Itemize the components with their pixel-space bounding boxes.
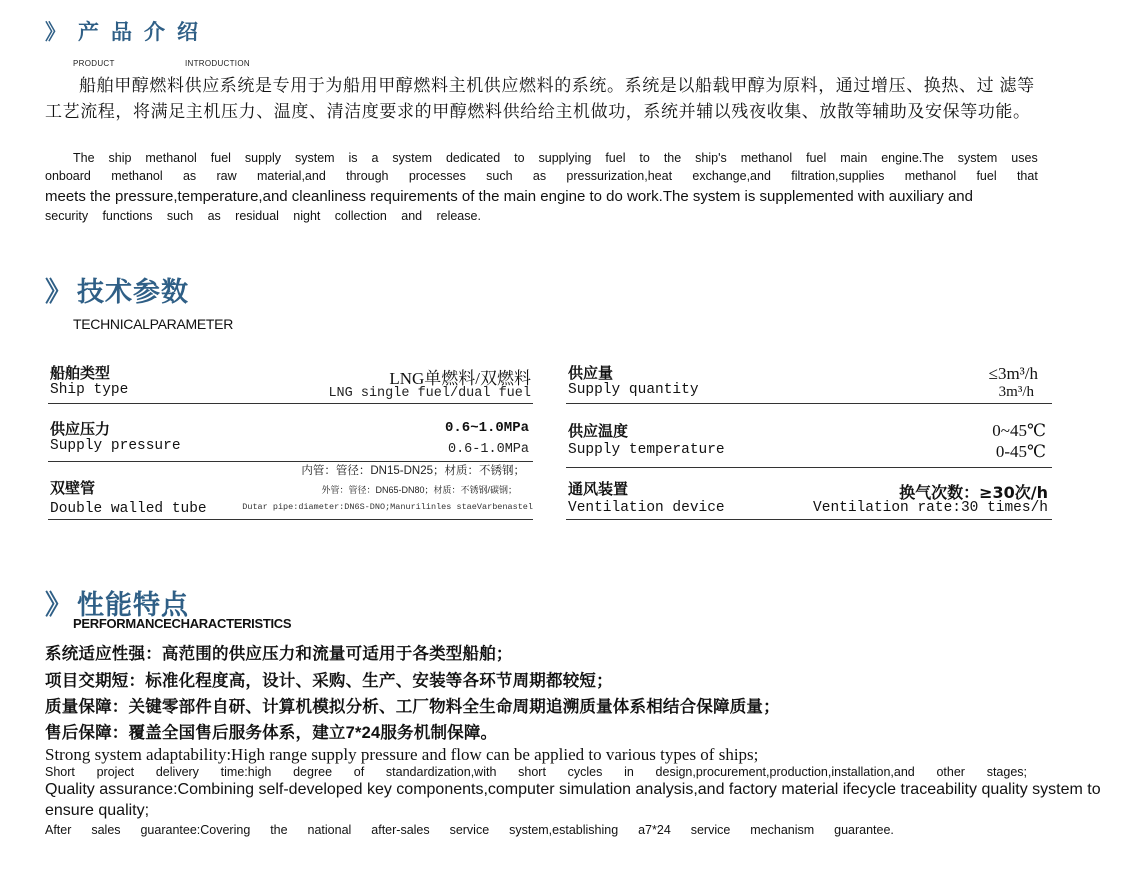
param-label-en: Supply pressure [50,438,181,454]
param-value-en: Dutar pipe:diameter:DN6S-DNO;Manurilinles staeVarbenastel [242,502,533,512]
param-supply-temperature [566,418,1052,468]
word: project [96,765,135,779]
word: filtration,supplies [791,169,885,183]
chevron-icon: 》 [45,590,73,620]
word: system [957,151,998,165]
param-label-cn: 供应温度 [568,422,629,440]
word: the [663,151,682,165]
tech-heading [45,270,189,309]
word: engine.The [881,151,944,165]
word: methanol [740,151,793,165]
word: ship's [695,151,727,165]
word: ship [108,151,132,165]
param-label-en: Ventilation device [568,500,725,516]
word: the [270,823,288,837]
word: such [166,209,194,223]
word: methanol [904,169,957,183]
word: security [45,209,89,223]
word: as [207,209,221,223]
intro-en-line2 [45,169,1038,183]
word: through [346,169,389,183]
word: as [182,169,197,183]
word: fuel [210,151,231,165]
word: system,establishing [509,823,619,837]
word: design,procurement,production,installation,and [655,765,915,779]
word: service [449,823,490,837]
param-value-cn: ≤3m³/h [988,364,1038,383]
param-label-cn: 供应量 [568,364,614,382]
param-value-en: 3m³/h [998,384,1034,400]
word: fuel [976,169,997,183]
perf-cn-item: 系统适应性强：高范围的供应压力和流量可适用于各类型船舶； [45,645,513,663]
word: methanol [111,169,163,183]
word: of [353,765,365,779]
param-value-en: 0.6-1.0MPa [447,442,529,457]
word: material,and [256,169,326,183]
perf-en-line1: Strong system adaptability:High range supply pressure and flow can be applied to various types of ships; [45,745,759,764]
word: Short [45,765,75,779]
word: sales [91,823,121,837]
perf-cn-item: 售后保障：覆盖全国售后服务体系，建立7*24服务机制保障。 [45,724,498,742]
param-value-en: 0-45℃ [995,442,1046,461]
param-value-cn: LNG单燃料/双燃料 [389,369,531,388]
word: functions [102,209,153,223]
intro-title: 产品介绍 [78,21,210,44]
word: methanol [145,151,197,165]
param-ship-type [48,360,533,404]
intro-label-left: PRODUCT [73,59,115,68]
perf-title: 性能特点 [77,590,189,620]
intro-cn-paragraph [45,73,1045,125]
word: a7*24 [638,823,671,837]
word: mechanism [750,823,815,837]
param-value-cn: 0~45℃ [992,421,1046,440]
word: and [401,209,423,223]
word: night [293,209,321,223]
param-label-en: Double walled tube [50,501,207,517]
param-value-cn: 换气次数：≥30次/h [899,483,1048,502]
word: guarantee. [834,823,894,837]
word: system [294,151,335,165]
word: fuel [605,151,626,165]
word: delivery [155,765,199,779]
intro-label-right: INTRODUCTION [185,59,250,68]
param-supply-quantity [566,360,1052,404]
word: dedicated [445,151,501,165]
word: that [1016,169,1038,183]
intro-en-line4 [45,209,481,223]
param-value-mid: 外管：管径：DN65-DN80；材质：不锈钢/碳钢； [321,485,517,495]
word: after-sales [371,823,430,837]
word: degree [293,765,333,779]
word: stages; [986,765,1027,779]
word: guarantee:Covering [140,823,251,837]
tech-title: 技术参数 [77,277,189,307]
intro-en-line1 [45,151,1038,165]
param-supply-pressure [48,416,533,462]
param-label-en: Ship type [50,382,129,398]
perf-en-line4 [45,823,894,837]
param-ventilation [566,476,1052,520]
param-value-cn: 内管：管径：DN15-DN25；材质：不锈钢； [301,465,525,477]
word: release. [436,209,481,223]
word: is [348,151,358,165]
word: time:high [220,765,272,779]
word: uses [1011,151,1038,165]
word: collection [334,209,387,223]
word: processes [408,169,466,183]
chevron-icon: 》 [45,277,73,307]
param-label-cn: 通风装置 [568,480,629,498]
param-label-en: Supply quantity [568,382,699,398]
word: national [307,823,352,837]
word: raw [216,169,237,183]
param-label-en: Supply temperature [568,442,725,458]
word: cycles [567,765,603,779]
word: other [936,765,965,779]
intro-cn-text: 船舶甲醇燃料供应系统是专用于为船用甲醇燃料主机供应燃料的系统。系统是以船载甲醇为原料，通过增压、换热、过 滤等工艺流程，将满足主机压力、温度、清洁度要求的甲醇燃料供给给主机做功，系统并辅以残夜收集、放散等辅助及安保等功能。 [45,76,1035,121]
word: onboard [45,169,91,183]
word: such [486,169,513,183]
word: to [639,151,650,165]
word: short [518,765,546,779]
word: a [371,151,379,165]
word: service [690,823,731,837]
param-value-en: Ventilation rate:30 times/h [813,500,1048,516]
param-label-cn: 供应压力 [50,420,111,438]
param-value-cn: 0.6~1.0MPa [444,420,529,436]
perf-en-line3b: ensure quality; [45,802,150,819]
perf-en-line3: Quality assurance:Combining self-developed key components,computer simulation analysis,and factory material ifecycle traceability quality system to [45,781,1101,798]
param-label-cn: 双壁管 [50,479,96,497]
word: residual [235,209,279,223]
chevron-icon: 》 [45,21,66,44]
perf-cn-item: 质量保障：关键零部件自研、计算机模拟分析、工厂物料全生命周期追溯质量体系相结合保障质量； [45,698,780,716]
word: exchange,and [692,169,771,183]
word: fuel [806,151,827,165]
perf-en-line2 [45,765,1027,779]
word: standardization,with [385,765,497,779]
word: The [73,151,95,165]
word: main [840,151,868,165]
word: pressurization,heat [566,169,673,183]
perf-subtitle: PERFORMANCECHARACTERISTICS [73,616,292,631]
intro-en-line3: meets the pressure,temperature,and cleanliness requirements of the main engine to do work.The system is supplemented with auxiliary and [45,188,973,205]
param-double-walled-tube [48,461,533,520]
word: as [532,169,547,183]
param-label-cn: 船舶类型 [50,364,111,382]
word: in [624,765,634,779]
perf-cn-item: 项目交期短：标准化程度高，设计、采购、生产、安装等各环节周期都较短； [45,672,613,690]
param-value-en: LNG single fuel/dual fuel [328,386,531,401]
word: After [45,823,72,837]
word: supplying [538,151,592,165]
word: supply [244,151,282,165]
tech-subtitle: TECHNICALPARAMETER [73,316,234,332]
word: to [514,151,525,165]
word: system [392,151,433,165]
intro-heading [45,16,210,46]
